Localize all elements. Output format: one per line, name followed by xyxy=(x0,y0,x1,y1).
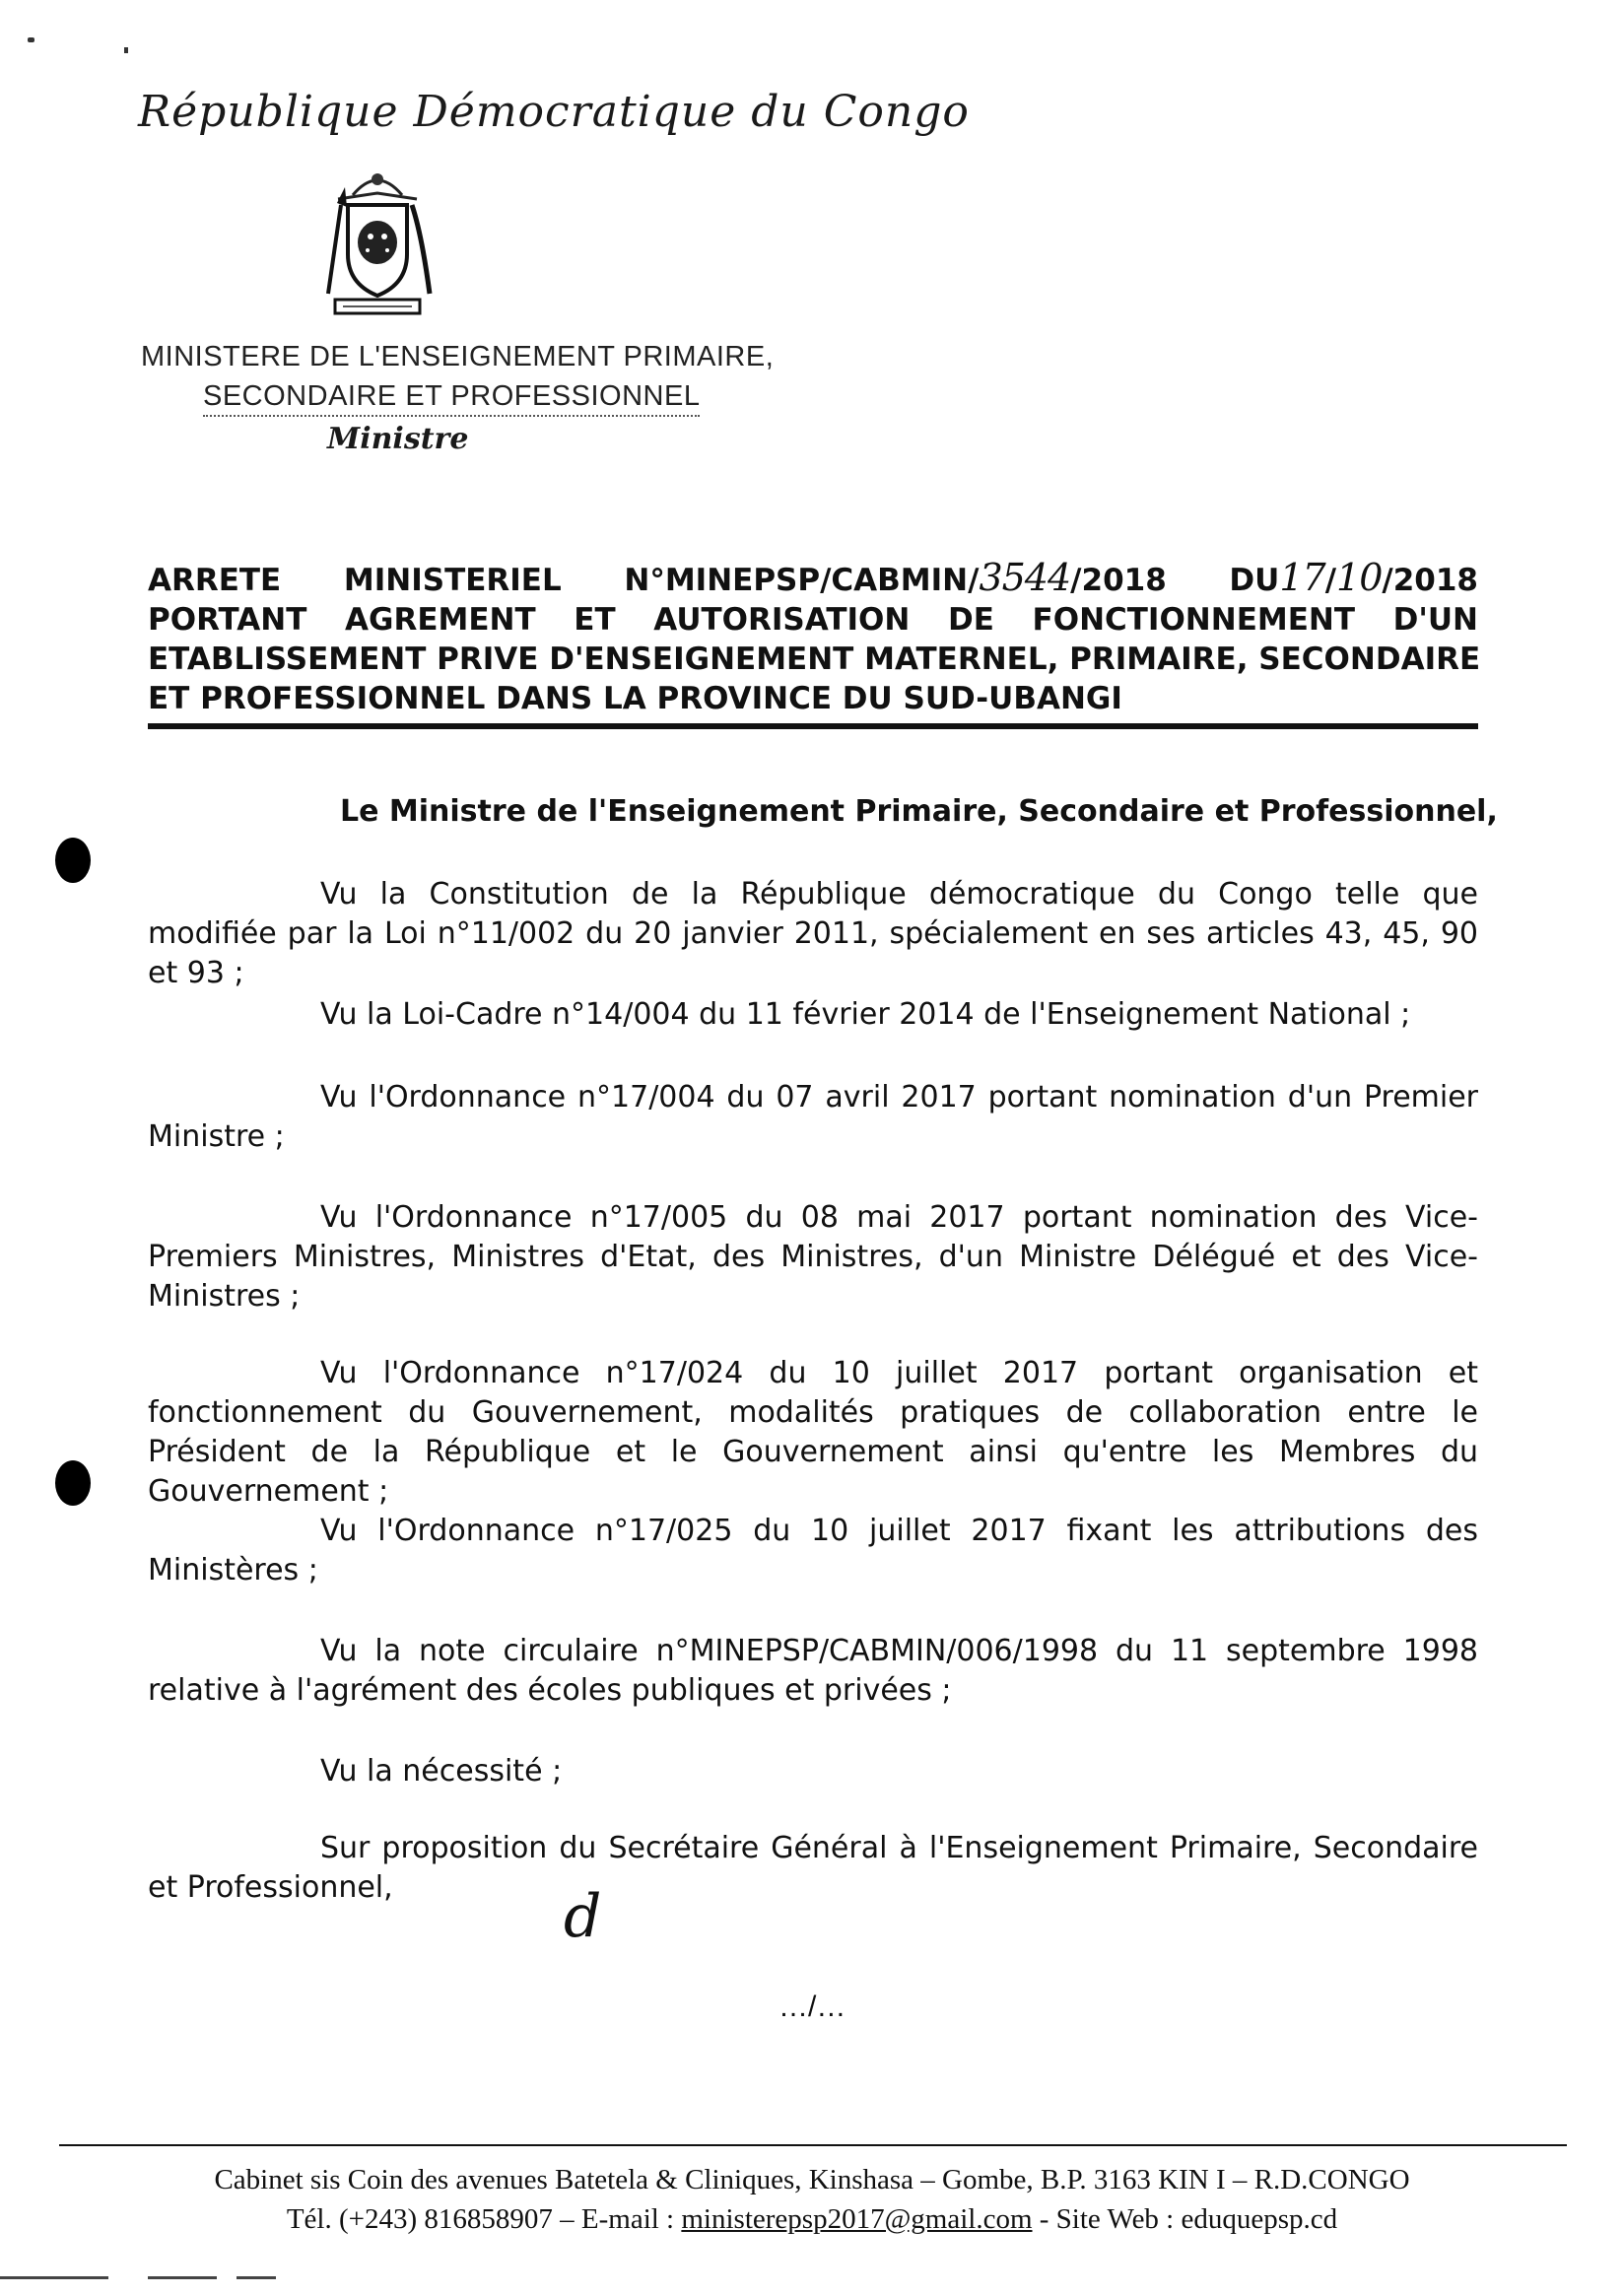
republique-heading: République Démocratique du Congo xyxy=(138,87,970,137)
handwritten-month: 10 xyxy=(1336,556,1383,599)
continuation-marker: …/… xyxy=(778,1991,846,2023)
scan-edge-mark xyxy=(237,2276,276,2279)
ministry-name-line1: MINISTERE DE L'ENSEIGNEMENT PRIMAIRE, xyxy=(141,341,775,372)
paragraph-ordonnance-004: Vu l'Ordonnance n°17/004 du 07 avril 2017 portant nomination d'un Premier Ministre ; xyxy=(148,1080,1478,1154)
handwritten-day: 17 xyxy=(1279,556,1325,599)
title-year: /2018 DU xyxy=(1070,563,1280,598)
paragraph-ordonnance-005: Vu l'Ordonnance n°17/005 du 08 mai 2017 portant nomination des Vice-Premiers Ministres, Ministres d'Etat, des Ministres, d'un Ministre Délégué et des Vice-Ministres ; xyxy=(148,1200,1478,1314)
footer-address: Cabinet sis Coin des avenues Batetela & Cliniques, Kinshasa – Gombe, B.P. 3163 KIN I – R.D.CONGO xyxy=(214,2164,1410,2195)
scan-edge-mark xyxy=(0,2276,108,2279)
coat-of-arms-icon xyxy=(313,166,441,323)
scan-speck xyxy=(28,37,34,42)
footer-phone: Tél. (+243) 816858907 – E-mail : xyxy=(286,2203,682,2235)
paragraph-note-circulaire: Vu la note circulaire n°MINEPSP/CABMIN/006/1998 du 11 septembre 1998 relative à l'agrément des écoles publiques et privées ; xyxy=(148,1634,1478,1708)
paragraph-necessite: Vu la nécessité ; xyxy=(320,1754,563,1789)
footer-divider xyxy=(59,2144,1567,2146)
ministre-label: Ministre xyxy=(327,422,469,456)
handwritten-initials: d xyxy=(564,1882,602,1951)
scan-speck xyxy=(124,47,128,53)
body-heading: Le Ministre de l'Enseignement Primaire, Secondaire et Professionnel, xyxy=(340,794,1498,829)
title-line-2: PORTANT AGREMENT ET AUTORISATION DE FONCTIONNEMENT D'UN xyxy=(148,602,1478,638)
date-separator: / xyxy=(1324,563,1337,598)
paragraph-ordonnance-024: Vu l'Ordonnance n°17/024 du 10 juillet 2017 portant organisation et fonctionnement du Gouvernement, modalités pratiques de collaboration entre le Président de la République et le Gouvernement ainsi qu'entre les Membres du Gouvernement ; xyxy=(148,1356,1478,1509)
ministry-name-line2: SECONDAIRE ET PROFESSIONNEL xyxy=(203,380,700,417)
title-line-3: ETABLISSEMENT PRIVE D'ENSEIGNEMENT MATERNEL, PRIMAIRE, SECONDAIRE xyxy=(148,642,1481,677)
title-prefix: ARRETE MINISTERIEL N°MINEPSP/CABMIN/ xyxy=(148,563,980,598)
scan-edge-mark xyxy=(148,2276,217,2279)
footer-contact xyxy=(0,2203,1624,2236)
punch-hole xyxy=(55,1460,91,1506)
decree-title xyxy=(148,556,1481,718)
paragraph-ordonnance-025: Vu l'Ordonnance n°17/025 du 10 juillet 2017 fixant les attributions des Ministères ; xyxy=(148,1514,1478,1587)
footer-separator: - Site Web : xyxy=(1032,2203,1182,2235)
title-suffix: /2018 xyxy=(1382,563,1478,598)
paragraph-loi-cadre: Vu la Loi-Cadre n°14/004 du 11 février 2014 de l'Enseignement National ; xyxy=(320,997,1411,1032)
title-line-4: ET PROFESSIONNEL DANS LA PROVINCE DU SUD-UBANGI xyxy=(148,681,1122,716)
punch-hole xyxy=(55,838,91,883)
paragraph-proposition: Sur proposition du Secrétaire Général à l'Enseignement Primaire, Secondaire et Professionnel, xyxy=(148,1831,1478,1905)
paragraph-constitution: Vu la Constitution de la République démocratique du Congo telle que modifiée par la Loi n°11/002 du 20 janvier 2011, spécialement en ses articles 43, 45, 90 et 93 ; xyxy=(148,877,1478,990)
title-line-1 xyxy=(148,558,1478,600)
handwritten-number: 3544 xyxy=(979,556,1071,599)
website-link[interactable]: eduquepsp.cd xyxy=(1181,2203,1338,2235)
title-underline xyxy=(148,723,1478,729)
email-link[interactable]: ministerepsp2017@gmail.com xyxy=(681,2203,1033,2235)
